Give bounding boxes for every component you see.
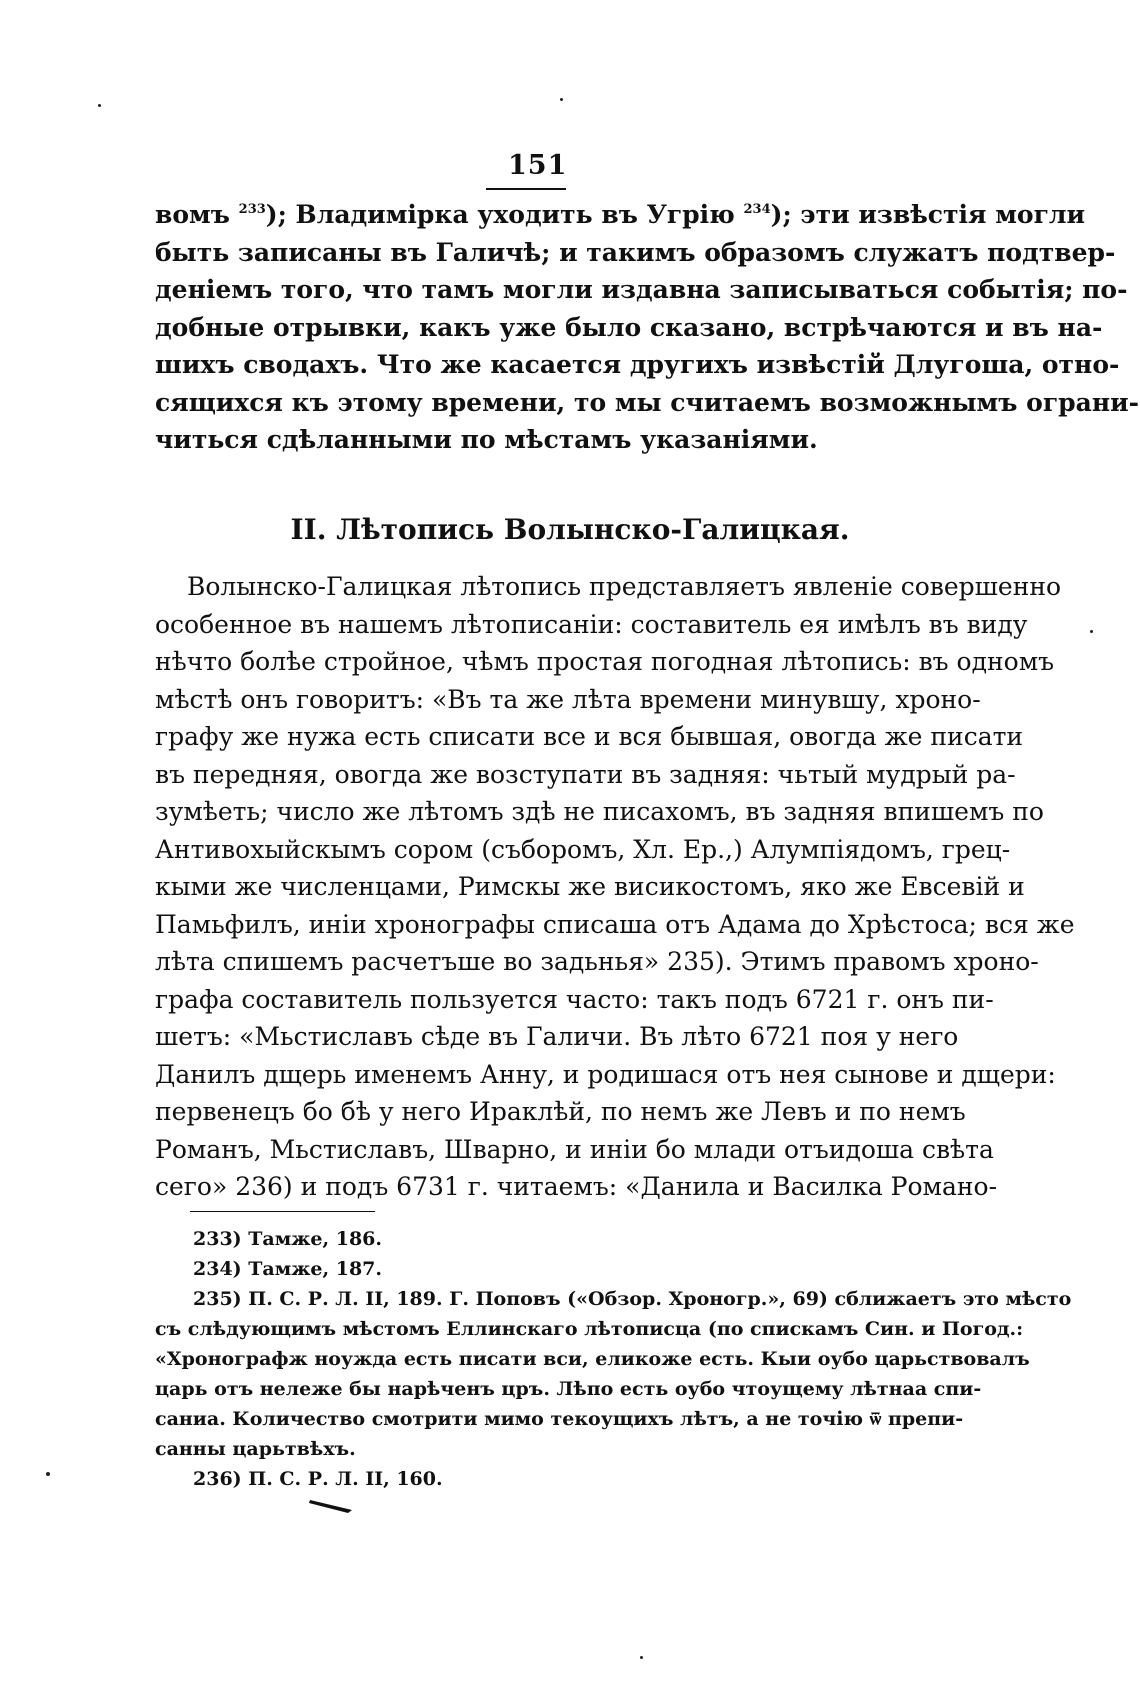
text-line: Волынско-Галицкая лѣтопись представляетъ явленіе совершенно	[187, 572, 1062, 601]
footnote-continuation: «Хронографж ноужда есть писати вси, еликоже есть. Кыи оубо царьствовалъ	[155, 1348, 1030, 1370]
text-line: добные отрывки, какъ уже было сказано, встрѣчаются и въ на-	[155, 312, 1103, 342]
text-line: въ передняя, овогда же возступати въ задняя: чьтый мудрый ра-	[155, 759, 1016, 789]
text-line: деніемъ того, что тамъ могли издавна записываться событія; по-	[155, 275, 1128, 304]
footnote: 235) П. С. Р. Л. II, 189. Г. Поповъ («Обзор. Хроногр.», 69) сближаетъ это мѣсто	[193, 1288, 1072, 1310]
page-number-rule	[486, 188, 566, 190]
section-heading: II. Лѣтопись Волынско-Галицкая.	[290, 513, 850, 546]
scan-speck	[46, 1472, 50, 1476]
text-line: первенецъ бо бѣ у него Ираклѣй, по немъ же Левъ и по немъ	[155, 1097, 966, 1126]
text-fragment: ); Владимірка уходить въ Угрію	[265, 200, 744, 229]
top-paragraph	[155, 196, 1140, 459]
scan-speck	[98, 104, 101, 107]
ink-mark	[308, 1498, 354, 1514]
footnote-rule	[190, 1211, 375, 1212]
text-line: Памьфилъ, иніи хронографы списаша отъ Адама до Хрѣстоса; вся же	[155, 909, 1075, 939]
text-fragment: ); эти извѣстія могли	[770, 200, 1086, 229]
text-line: особенное въ нашемъ лѣтописаніи: составитель ея имѣлъ въ виду	[155, 609, 1028, 639]
scan-speck	[1090, 630, 1093, 633]
text-line: Антивохыйскымъ сором (съборомъ, Хл. Ер.,) Алумпіядомъ, грец-	[155, 834, 1011, 864]
footnote: 233) Тамже, 186.	[193, 1228, 382, 1250]
text-line: зумѣеть; число же лѣтомъ здѣ не писахомъ, въ задняя впишемъ по	[155, 797, 1044, 826]
text-line: графу же нужа есть списати все и вся бывшая, овогда же писати	[155, 722, 1024, 751]
main-paragraph	[155, 568, 1075, 1206]
footnote-continuation: санны царьтвѣхъ.	[155, 1438, 356, 1460]
footnote-continuation: царь отъ нележе бы нарѣченъ цръ. Лѣпо есть оубо чтоущему лѣтнаа спи-	[155, 1378, 982, 1400]
text-fragment: вомъ	[155, 200, 239, 229]
text-line: мѣстѣ онъ говоритъ: «Въ та же лѣта времени минувшу, хроно-	[155, 684, 981, 714]
footnote-continuation: съ слѣдующимъ мѣстомъ Еллинскаго лѣтописца (по спискамъ Син. и Погод.:	[155, 1318, 1024, 1340]
footnotes	[155, 1224, 1072, 1494]
text-line	[155, 196, 1086, 234]
text-line: читься сдѣланными по мѣстамъ указаніями.	[155, 425, 818, 454]
footnote-ref: 233	[238, 202, 266, 217]
text-line: шетъ: «Мьстиславъ сѣде въ Галичи. Въ лѣто 6721 поя у него	[155, 1022, 959, 1051]
text-line: шихъ сводахъ. Что же касается другихъ извѣстій Длугоша, отно-	[155, 350, 1120, 379]
text-line: Романъ, Мьстиславъ, Шварно, и иніи бо млади отъидоша свѣта	[155, 1134, 994, 1164]
text-line: сего» 236) и подъ 6731 г. читаемъ: «Данила и Василка Романо-	[155, 1172, 998, 1201]
text-line: сящихся къ этому времени, то мы считаемъ возможнымъ ограни-	[155, 387, 1140, 417]
text-line: Данилъ дщерь именемъ Анну, и родишася отъ нея сынове и дщери:	[155, 1059, 1056, 1089]
text-line: быть записаны въ Галичѣ; и такимъ образомъ служатъ подтвер-	[155, 237, 1116, 267]
footnote-continuation: саниа. Количество смотрити мимо текоущихъ лѣтъ, а не точію ѿ препи-	[155, 1408, 964, 1430]
page-number: 151	[508, 150, 568, 181]
text-line: графа составитель пользуется часто: такъ подъ 6721 г. онъ пи-	[155, 984, 994, 1014]
footnote-ref: 234	[743, 202, 771, 217]
text-line: нѣчто болѣе стройное, чѣмъ простая погодная лѣтопись: въ одномъ	[155, 647, 1055, 676]
footnote: 234) Тамже, 187.	[193, 1258, 382, 1280]
scan-speck	[640, 1656, 643, 1659]
scan-speck	[560, 98, 563, 101]
footnote: 236) П. С. Р. Л. II, 160.	[193, 1468, 443, 1490]
text-line: лѣта спишемъ расчетъше во задьнья» 235). Этимъ правомъ хроно-	[155, 947, 1039, 976]
text-line: кыми же численцами, Римскы же висикостомъ, яко же Евсевій и	[155, 872, 1025, 901]
